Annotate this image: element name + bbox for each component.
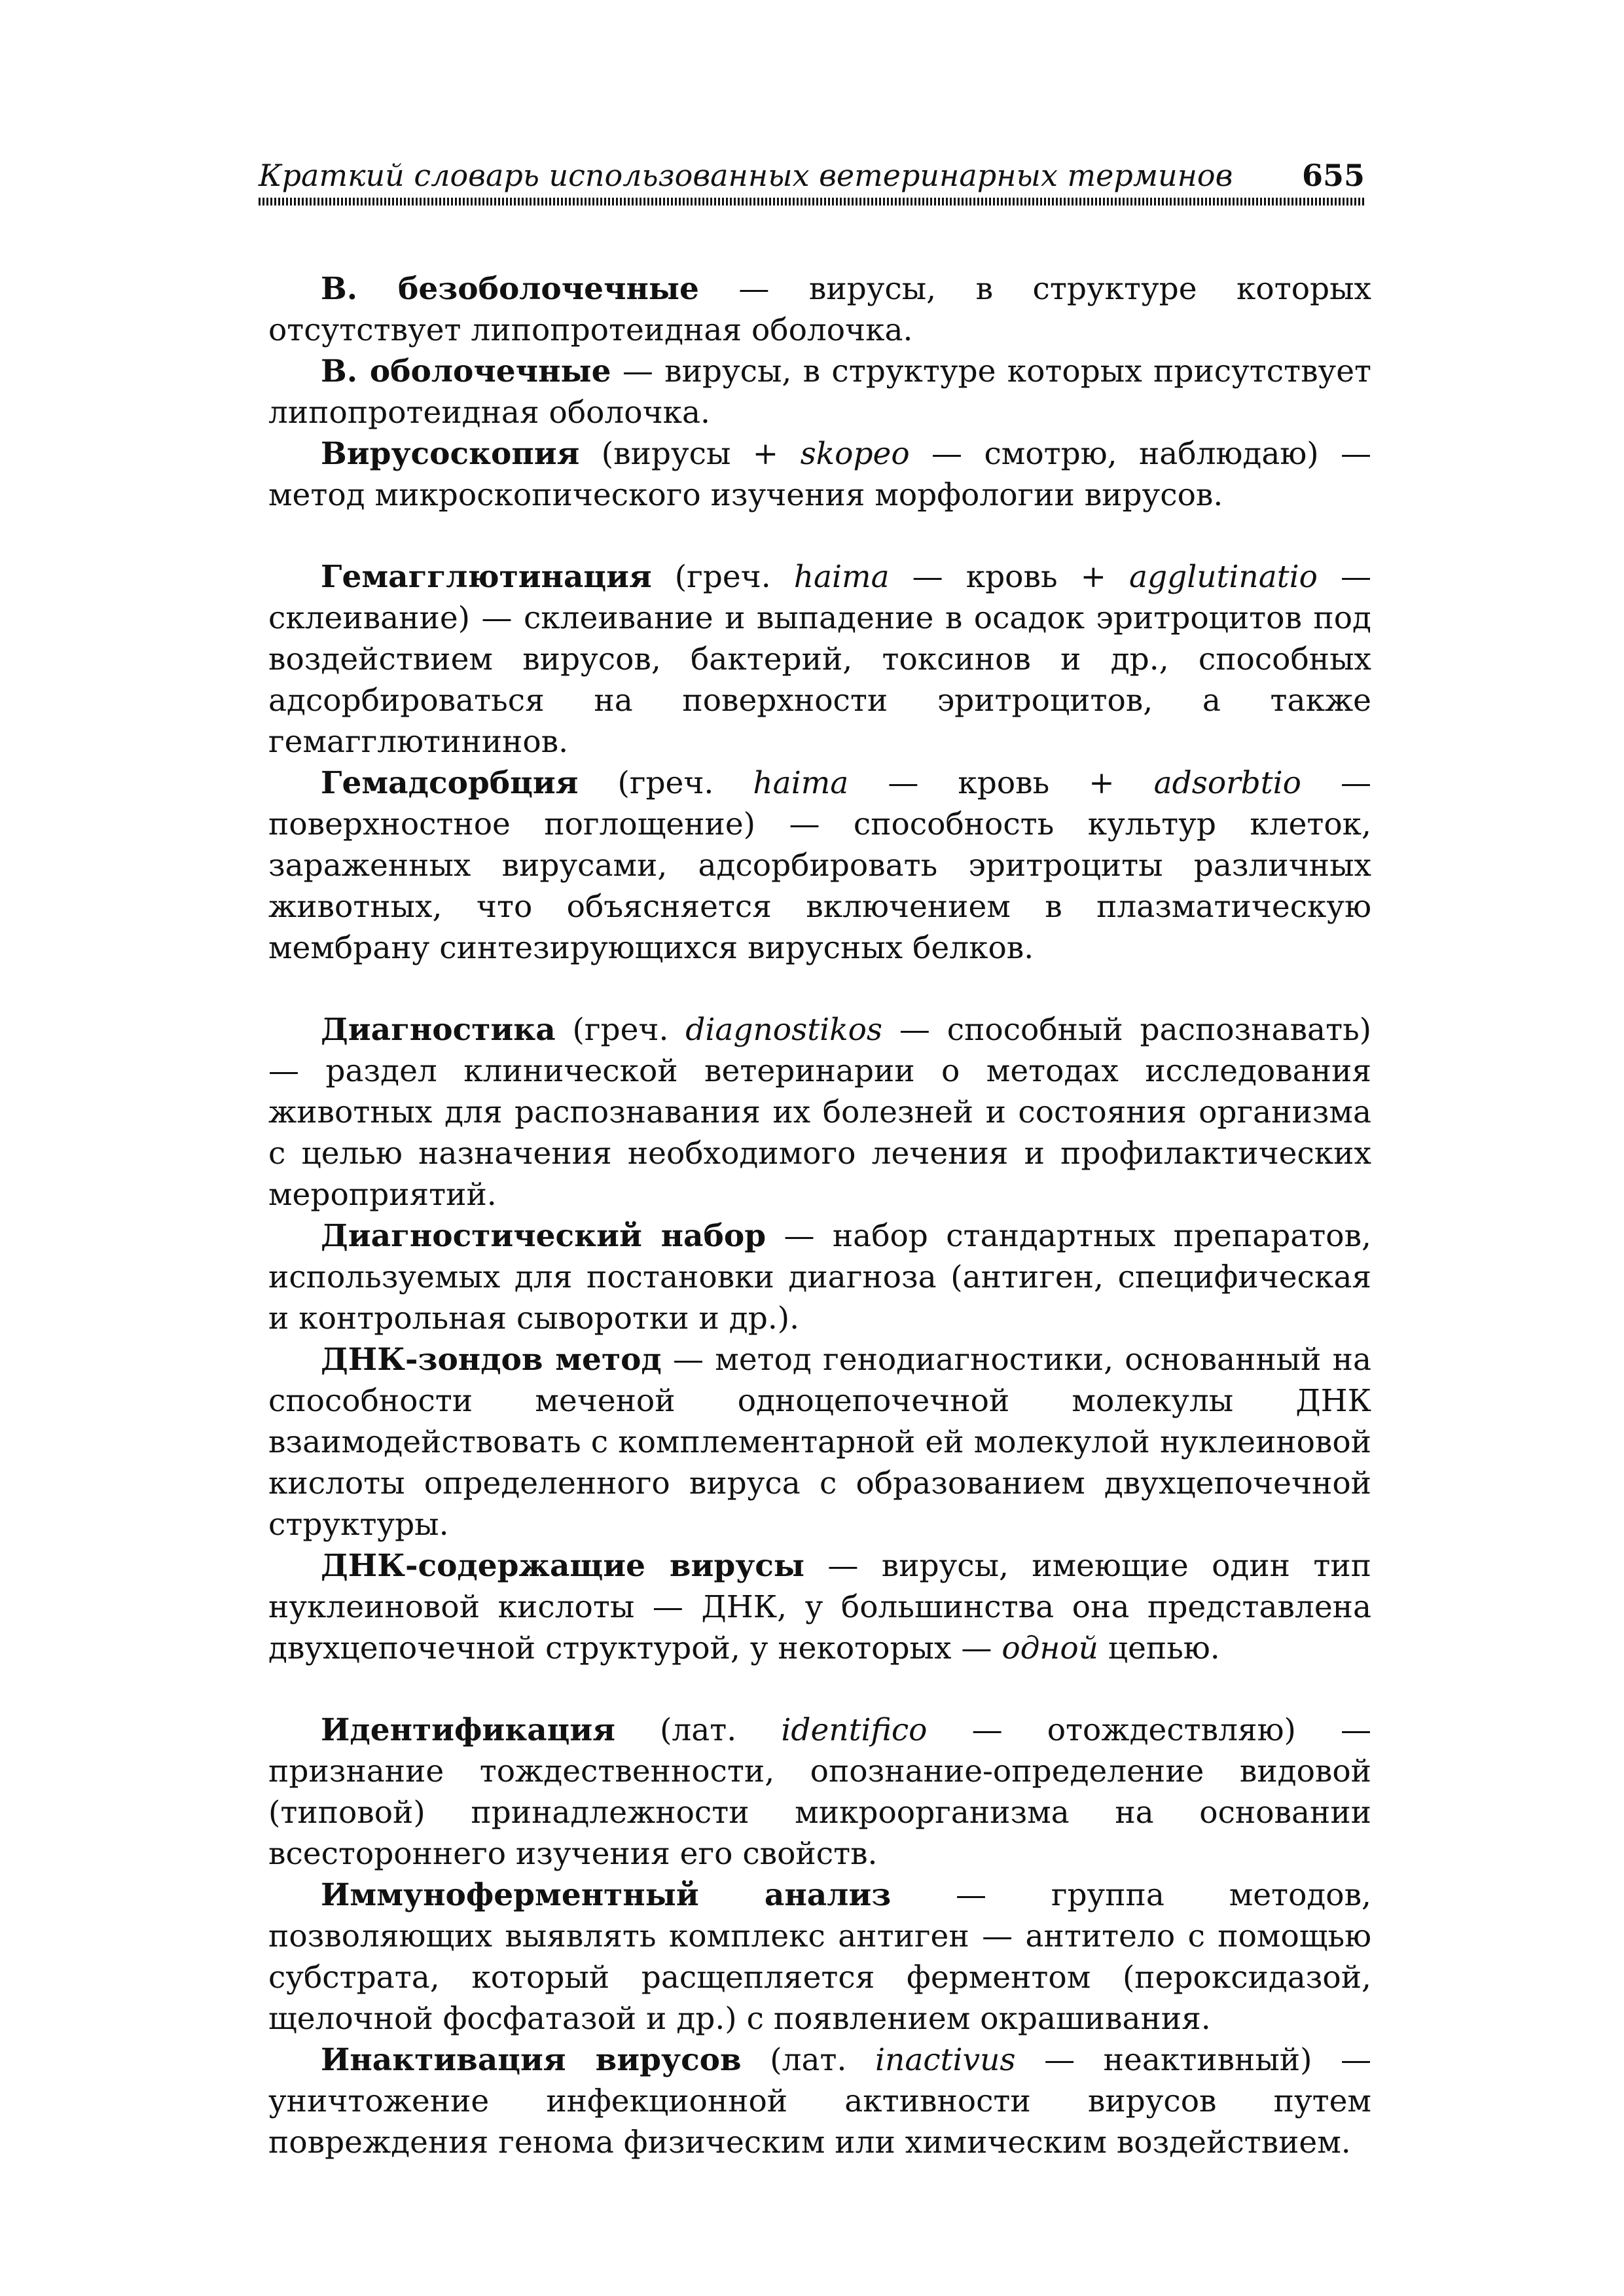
entry-enzyme-immunoassay [268, 1874, 1371, 2039]
entry-text: — кровь + [889, 559, 1130, 595]
entry-term: Диагностический набор [321, 1218, 767, 1254]
entry-virusoscopy [268, 433, 1371, 516]
entry-text: — кровь + [848, 765, 1154, 801]
entry-text: — вирусы, имеющие один тип нуклеиновой кислоты — ДНК, у большинства она представлена двухцепочечной структурой, у некоторых — [268, 1548, 1372, 1666]
entry-definition: — набор стандартных препаратов, используемых для постановки диагноза (антиген, специфическая и контрольная сыворотки и др.). [268, 1218, 1372, 1336]
entry-text: — склеивание) — склеивание и выпадение в осадок эритроцитов под воздействием вирусов, бактерий, токсинов и др., способных адсорбироваться на поверхности эритроцитов, а также гемагглютининов. [268, 559, 1371, 760]
entry-text: (греч. [578, 765, 753, 801]
entry-term: ДНК-содержащие вирусы [321, 1548, 805, 1584]
running-head [259, 157, 1365, 194]
entry-term: В. оболочечные [321, 353, 611, 389]
entry-definition: — вирусы, в структуре которых присутствует липопротеидная оболочка. [268, 353, 1372, 431]
entry-term: Гемагглютинация [321, 559, 652, 595]
dictionary-body [268, 268, 1371, 2163]
entry-hemadsorption [268, 762, 1371, 969]
entry-term: Диагностика [321, 1012, 556, 1048]
entry-definition: — группа методов, позволяющих выявлять комплекс антиген — антитело с помощью субстрата, который расщепляется ферментом (пероксидазой, щелочной фосфатазой и др.) с появлением окрашивания. [268, 1877, 1371, 2037]
etymology-word: diagnostikos [685, 1012, 883, 1048]
etymology-word: identifico [781, 1712, 928, 1748]
entry-term: Инактивация вирусов [321, 2042, 742, 2078]
entry-text: (лат. [741, 2042, 876, 2078]
entry-non-enveloped-viruses [268, 268, 1371, 351]
entry-text: (греч. [651, 559, 794, 595]
entry-dna-viruses [268, 1545, 1371, 1669]
entry-text: — способный распознавать) — раздел клинической ветеринарии о методах исследования животных для распознавания их болезней и состояния организма с целью назначения необходимого лечения и профилактических мероприятий. [268, 1012, 1371, 1213]
entry-definition: — вирусы, в структуре которых отсутствует липопротеидная оболочка. [268, 271, 1371, 348]
entry-term: Идентификация [321, 1712, 615, 1748]
entry-hemagglutination [268, 556, 1371, 762]
entry-identification [268, 1710, 1371, 1874]
entry-text: — смотрю, наблюдаю) — метод микроскопического изучения морфологии вирусов. [268, 436, 1371, 513]
etymology-word: haima [753, 765, 849, 801]
entry-text: (лат. [615, 1712, 782, 1748]
entry-diagnostic-kit [268, 1215, 1371, 1339]
entry-term: Иммуноферментный анализ [321, 1877, 892, 1913]
entry-text: (вирусы + [579, 436, 801, 472]
entry-enveloped-viruses [268, 351, 1371, 433]
entry-term: ДНК-зондов метод [321, 1342, 662, 1378]
etymology-word: agglutinatio [1129, 559, 1318, 595]
entry-dna-probe-method [268, 1339, 1371, 1545]
entry-term: Вирусоскопия [321, 436, 580, 472]
entry-diagnostics [268, 1009, 1371, 1215]
entry-term: В. безоболочечные [321, 271, 699, 307]
entry-text: — неактивный) — уничтожение инфекционной активности вирусов путем повреждения генома физическим или химическим воздействием. [268, 2042, 1371, 2161]
etymology-word: haima [793, 559, 890, 595]
page-number: 655 [1301, 158, 1365, 193]
running-title: Краткий словарь использованных ветеринарных терминов [259, 158, 1233, 193]
entry-term: Гемадсорбция [321, 765, 579, 801]
etymology-word: skopeo [800, 436, 910, 472]
header-rule [259, 198, 1365, 206]
entry-text: — отождествляю) — признание тождественности, опознание-определение видовой (типовой) принадлежности микроорганизма на основании всестороннего изучения его свойств. [268, 1712, 1371, 1872]
entry-text: (греч. [555, 1012, 686, 1048]
etymology-word: adsorbtio [1153, 765, 1301, 801]
entry-text: — поверхностное поглощение) — способность культур клеток, зараженных вирусами, адсорбировать эритроциты различных животных, что объясняется включением в плазматическую мембрану синтезирующихся вирусных белков. [268, 765, 1371, 966]
emphasis-word: одной [1001, 1630, 1098, 1666]
entry-text: цепью. [1098, 1630, 1220, 1666]
entry-definition: — метод генодиагностики, основанный на способности меченой одноцепочечной молекулы ДНК взаимодействовать с комплементарной ей молекулой нуклеиновой кислоты определенного вируса с образованием двухцепочечной структуры. [268, 1342, 1371, 1543]
entry-virus-inactivation [268, 2039, 1371, 2163]
etymology-word: inactivus [875, 2042, 1016, 2078]
